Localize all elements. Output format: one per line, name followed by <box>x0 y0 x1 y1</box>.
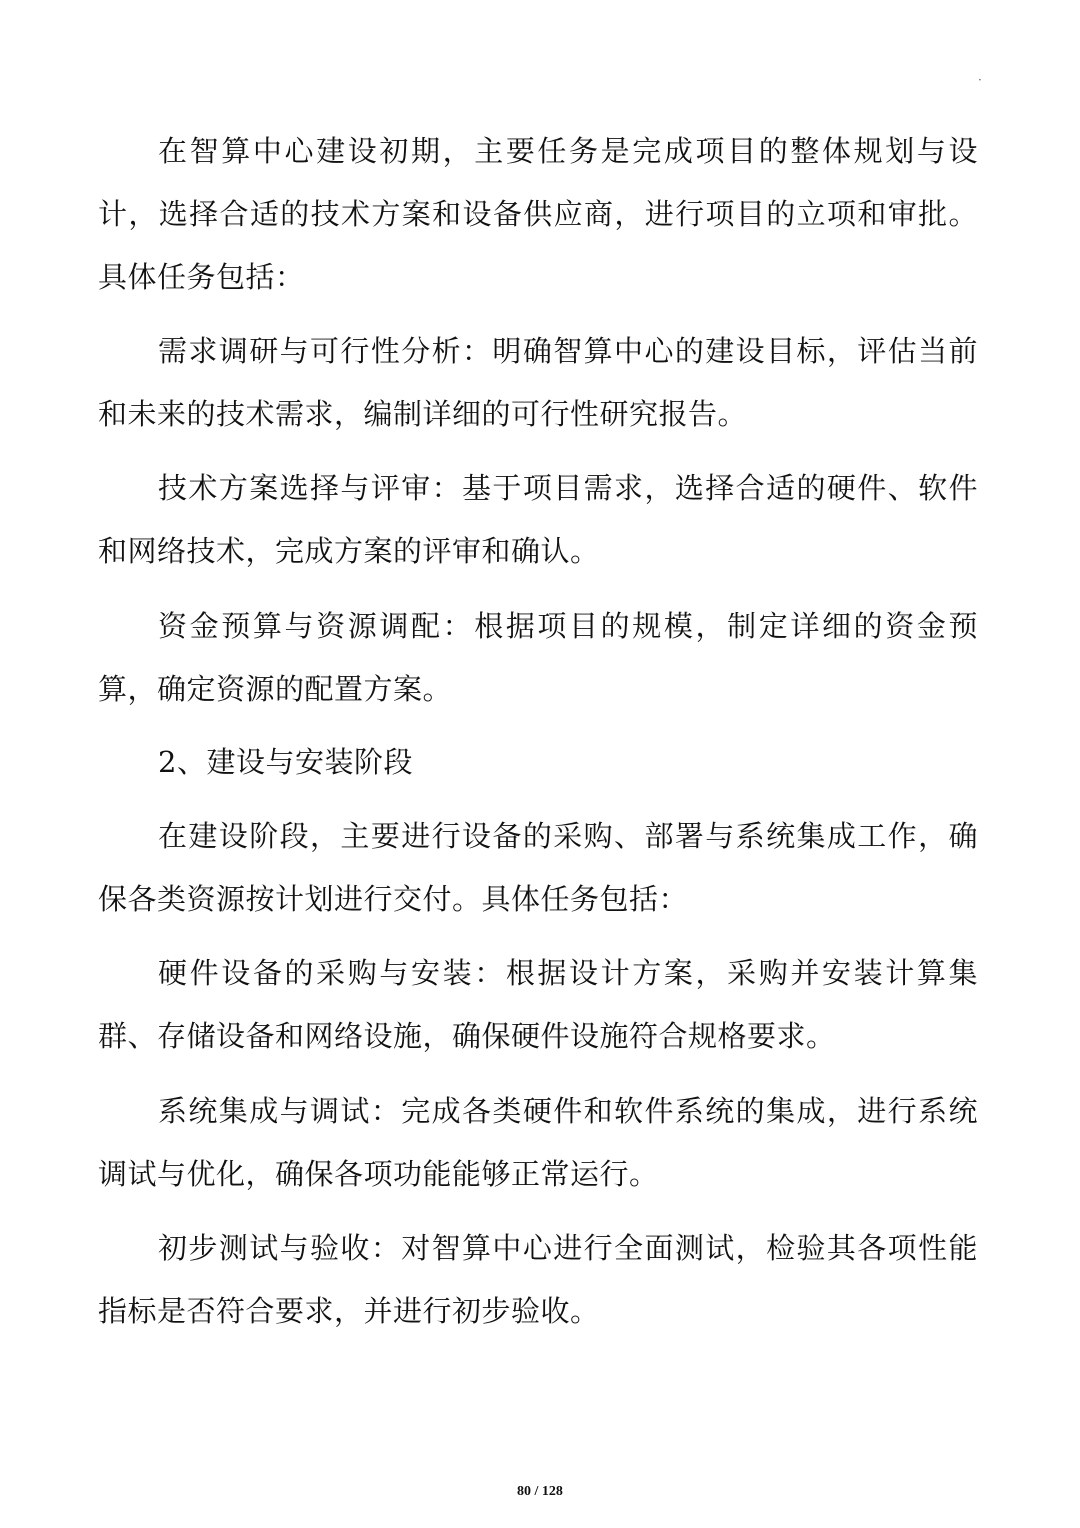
paragraph-budget-allocation: 资金预算与资源调配：根据项目的规模，制定详细的资金预算，确定资源的配置方案。 <box>98 609 978 706</box>
paragraph-system-integration: 系统集成与调试：完成各类硬件和软件系统的集成，进行系统调试与优化，确保各项功能能够正常运行。 <box>98 1094 978 1191</box>
corner-mark: · <box>978 73 982 87</box>
paragraph-requirements-research: 需求调研与可行性分析：明确智算中心的建设目标，评估当前和未来的技术需求，编制详细的可行性研究报告。 <box>98 334 978 431</box>
section-heading-construction-installation: 2、建设与安装阶段 <box>158 745 413 779</box>
paragraph-hardware-procurement: 硬件设备的采购与安装：根据设计方案，采购并安装计算集群、存储设备和网络设施，确保硬件设施符合规格要求。 <box>98 956 978 1053</box>
page-number: 80 / 128 <box>517 1484 563 1499</box>
paragraph-construction-intro: 在建设阶段，主要进行设备的采购、部署与系统集成工作，确保各类资源按计划进行交付。具体任务包括： <box>98 819 978 916</box>
paragraph-initial-testing: 初步测试与验收：对智算中心进行全面测试，检验其各项性能指标是否符合要求，并进行初步验收。 <box>98 1231 978 1328</box>
paragraph-initial-phase-intro: 在智算中心建设初期，主要任务是完成项目的整体规划与设计，选择合适的技术方案和设备供应商，进行项目的立项和审批。具体任务包括： <box>98 134 978 294</box>
paragraph-technical-solution: 技术方案选择与评审：基于项目需求，选择合适的硬件、软件和网络技术，完成方案的评审和确认。 <box>98 471 978 568</box>
